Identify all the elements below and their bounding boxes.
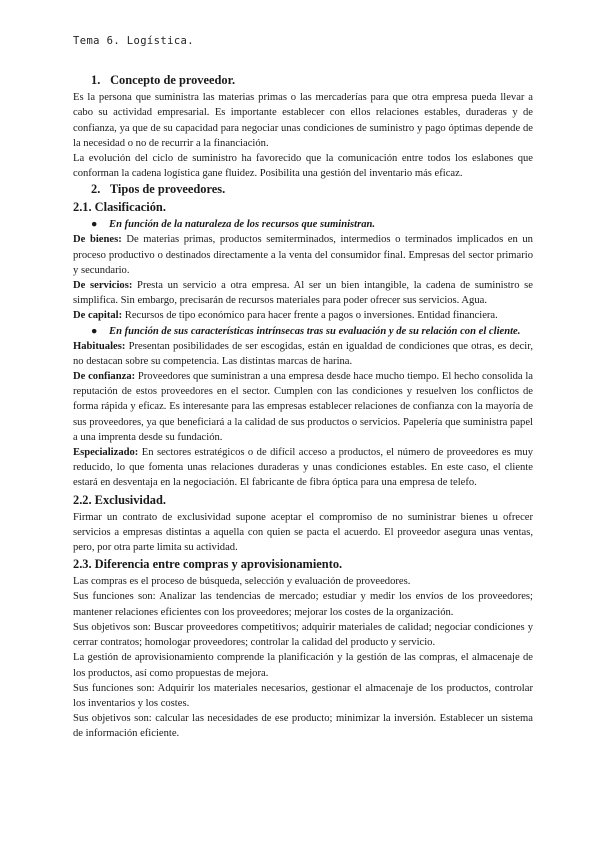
page-header: Tema 6. Logística. bbox=[73, 35, 194, 47]
definition-especializado bbox=[73, 445, 533, 491]
section-2-3-paragraph-4: La gestión de aprovisionamiento comprende la planificación y la gestión de las compras, el almacenaje de los productos, así como propuestas de mejora. bbox=[73, 652, 533, 679]
section-2-title: Tipos de proveedores. bbox=[109, 182, 226, 197]
bullet-icon: ● bbox=[91, 219, 98, 231]
section-2-3-paragraph-2: Sus funciones son: Analizar las tendencias de mercado; estudiar y medir los envíos de los proveedores; mantener relaciones eficientes con los proveedores; mejorar los costes de la organización. bbox=[73, 591, 533, 618]
section-1-paragraph-2: La evolución del ciclo de suministro ha favorecido que la comunicación entre todos los eslabones que conforman la cadena logística gane fluidez. Posibilita una gestión del inventario más eficaz. bbox=[73, 153, 533, 180]
definition-text: Recursos de tipo económico para hacer frente a pagos o inversiones. Entidad financiera. bbox=[122, 310, 498, 322]
section-2-3-paragraph-6: Sus objetivos son: calcular las necesidades de ese producto; minimizar la inversión. Establecer un sistema de información eficiente. bbox=[73, 713, 533, 740]
bullet-icon: ● bbox=[91, 325, 98, 337]
section-2-1-heading: 2.1. Clasificación. bbox=[73, 200, 166, 215]
document-page bbox=[73, 34, 533, 742]
definition-text: Presentan posibilidades de ser escogidas, están en igualdad de condiciones que otras, es decir, no destacan sobre su competencia. Las distintas marcas de harina. bbox=[73, 340, 533, 367]
section-2-2-heading: 2.2. Exclusividad. bbox=[73, 492, 166, 507]
section-2-heading bbox=[91, 181, 533, 197]
section-2-2-paragraph: Firmar un contrato de exclusividad supone aceptar el compromiso de no suministrar bienes u ofrecer servicios a empresas distintas a aquella con quien se pacta el acuerdo. El proveedor asegura unas ventas, pero, por otra parte limita su actividad. bbox=[73, 511, 533, 554]
section-1-title: Concepto de proveedor. bbox=[110, 73, 236, 88]
bullet-text: En función de la naturaleza de los recursos que suministran. bbox=[109, 219, 376, 231]
definition-servicios bbox=[73, 278, 533, 308]
bullet-item bbox=[91, 324, 533, 339]
bullet-text: En función de sus características intrínsecas tras su evaluación y de su relación con el cliente. bbox=[109, 325, 521, 337]
definition-bienes bbox=[73, 232, 533, 278]
term: De servicios: bbox=[73, 280, 133, 292]
definition-habituales bbox=[73, 339, 533, 369]
definition-text: Presta un servicio a otra empresa. Al ser un bien intangible, la cadena de suministro se simplifica. Sin embargo, precisarán de recursos materiales para poder ofrecer sus servicios. Agua. bbox=[73, 280, 533, 307]
term: Especializado: bbox=[73, 447, 139, 459]
definition-capital bbox=[73, 308, 533, 323]
section-1-paragraph-1: Es la persona que suministra las materias primas o las mercaderías para que otra empresa pueda llevar a cabo su actividad empresarial. Es importante establecer con ellos relaciones estables, duraderas y de confianza, ya que de su capacidad para negociar unas condiciones de suministro y pago óptimas depende de la necesidad o no de recurrir a la financiación. bbox=[73, 92, 533, 149]
term: De bienes: bbox=[73, 234, 122, 246]
section-1-heading bbox=[91, 72, 533, 88]
section-2-3-paragraph-3: Sus objetivos son: Buscar proveedores competitivos; adquirir materiales de calidad; negociar condiciones y cerrar contratos; homologar proveedores; controlar la calidad del producto y servicio. bbox=[73, 621, 533, 649]
section-2-3-paragraph-1: Las compras es el proceso de búsqueda, selección y evaluación de proveedores. bbox=[73, 576, 411, 588]
bullet-item bbox=[91, 217, 533, 232]
definition-text: Proveedores que suministran a una empresa desde hace mucho tiempo. El hecho consolida la reputación de estos proveedores en el sector. Cumplen con las condiciones y resuelven los conflictos de forma rápida y eficaz. Es interesante para las empresas establecer relaciones de confianza con la mayoría de sus proveedores, ya que beneficiará a la calidad de sus productos o servicios. Papelería que suministra papel a una imprenta desde su fundación. bbox=[73, 371, 533, 443]
section-2-number: 2. bbox=[91, 182, 101, 197]
term: De confianza: bbox=[73, 371, 136, 383]
term: De capital: bbox=[73, 310, 123, 322]
section-1-number: 1. bbox=[91, 73, 101, 88]
section-2-3-paragraph-5: Sus funciones son: Adquirir los materiales necesarios, gestionar el almacenaje de los productos, controlar los inventarios y los costes. bbox=[73, 682, 533, 709]
definition-text: En sectores estratégicos o de difícil acceso a productos, el número de proveedores es muy reducido, lo que fomenta unas relaciones duraderas y unas condiciones estables. En este caso, el cliente estará en desventaja en la negociación. El fabricante de fibra óptica para una empresa de telefo. bbox=[73, 447, 533, 489]
term: Habituales: bbox=[73, 340, 126, 352]
definition-text: De materias primas, productos semiterminados, intermedios o terminados implicados en un proceso productivo o destinados directamente a la venta del consumidor final. Empresas del sector primario y secundario. bbox=[73, 234, 533, 276]
section-2-3-heading: 2.3. Diferencia entre compras y aprovisionamiento. bbox=[73, 557, 343, 572]
definition-confianza bbox=[73, 369, 533, 445]
